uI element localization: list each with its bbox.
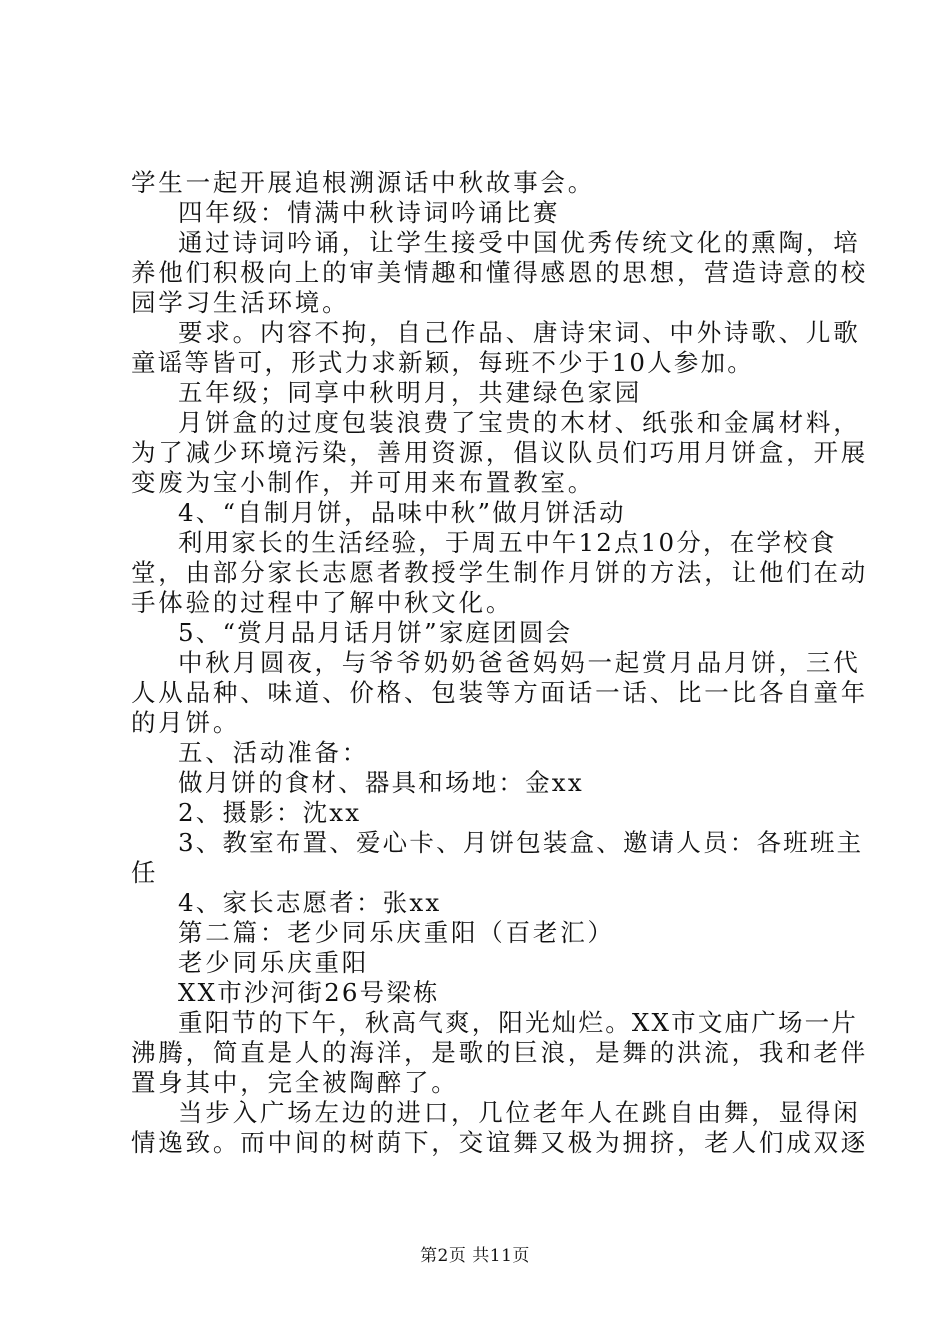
- text-line: 园学习生活环境。: [131, 288, 350, 317]
- text-line: 任: [131, 858, 159, 887]
- text-line: 学生一起开展追根溯源话中秋故事会。: [131, 168, 596, 197]
- page-footer: 第2页 共11页: [420, 1246, 530, 1266]
- text-line: 4、“自制月饼，品味中秋”做月饼活动: [178, 498, 626, 527]
- text-line: 为了减少环境污染，善用资源，倡议队员们巧用月饼盒，开展: [131, 438, 869, 467]
- text-line: XX市沙河街26号梁栋: [178, 978, 440, 1007]
- text-line: 童谣等皆可，形式力求新颖，每班不少于10人参加。: [131, 348, 754, 377]
- text-line: 变废为宝小制作，并可用来布置教室。: [131, 468, 596, 497]
- text-line: 四年级：情满中秋诗词吟诵比赛: [178, 198, 561, 227]
- text-line: 的月饼。: [131, 708, 241, 737]
- text-line: 重阳节的下午，秋高气爽，阳光灿烂。XX市文庙广场一片: [178, 1008, 859, 1037]
- text-line: 月饼盒的过度包装浪费了宝贵的木材、纸张和金属材料，: [178, 408, 861, 437]
- text-line: 手体验的过程中了解中秋文化。: [131, 588, 514, 617]
- text-line: 利用家长的生活经验，于周五中午12点10分，在学校食: [178, 528, 837, 557]
- text-line: 沸腾，简直是人的海洋，是歌的巨浪，是舞的洪流，我和老伴: [131, 1038, 869, 1067]
- text-line: 当步入广场左边的进口，几位老年人在跳自由舞，显得闲: [178, 1098, 861, 1127]
- text-line: 2、摄影：沈xx: [178, 798, 362, 827]
- text-line: 五年级；同享中秋明月，共建绿色家园: [178, 378, 643, 407]
- document-body: [131, 168, 869, 1158]
- text-line: 置身其中，完全被陶醉了。: [131, 1068, 459, 1097]
- text-line: 通过诗词吟诵，让学生接受中国优秀传统文化的熏陶，培: [178, 228, 861, 257]
- text-line: 人从品种、味道、价格、包装等方面话一话、比一比各自童年: [131, 678, 869, 707]
- text-line: 做月饼的食材、器具和场地：金xx: [178, 768, 584, 797]
- text-line: 堂，由部分家长志愿者教授学生制作月饼的方法，让他们在动: [131, 558, 869, 587]
- text-line: 5、“赏月品月话月饼”家庭团圆会: [178, 618, 573, 647]
- text-line: 养他们积极向上的审美情趣和懂得感恩的思想，营造诗意的校: [131, 258, 869, 287]
- text-line: 五、活动准备：: [178, 738, 370, 767]
- text-line: 情逸致。而中间的树荫下，交谊舞又极为拥挤，老人们成双逐: [131, 1128, 869, 1157]
- text-line: 4、家长志愿者：张xx: [178, 888, 442, 917]
- text-line: 中秋月圆夜，与爷爷奶奶爸爸妈妈一起赏月品月饼，三代: [178, 648, 861, 677]
- text-line: 老少同乐庆重阳: [178, 948, 370, 977]
- text-line: 第二篇：老少同乐庆重阳（百老汇）: [178, 918, 615, 947]
- text-line: 3、教室布置、爱心卡、月饼包装盒、邀请人员：各班班主: [178, 828, 864, 857]
- text-line: 要求。内容不拘，自己作品、唐诗宋词、中外诗歌、儿歌: [178, 318, 861, 347]
